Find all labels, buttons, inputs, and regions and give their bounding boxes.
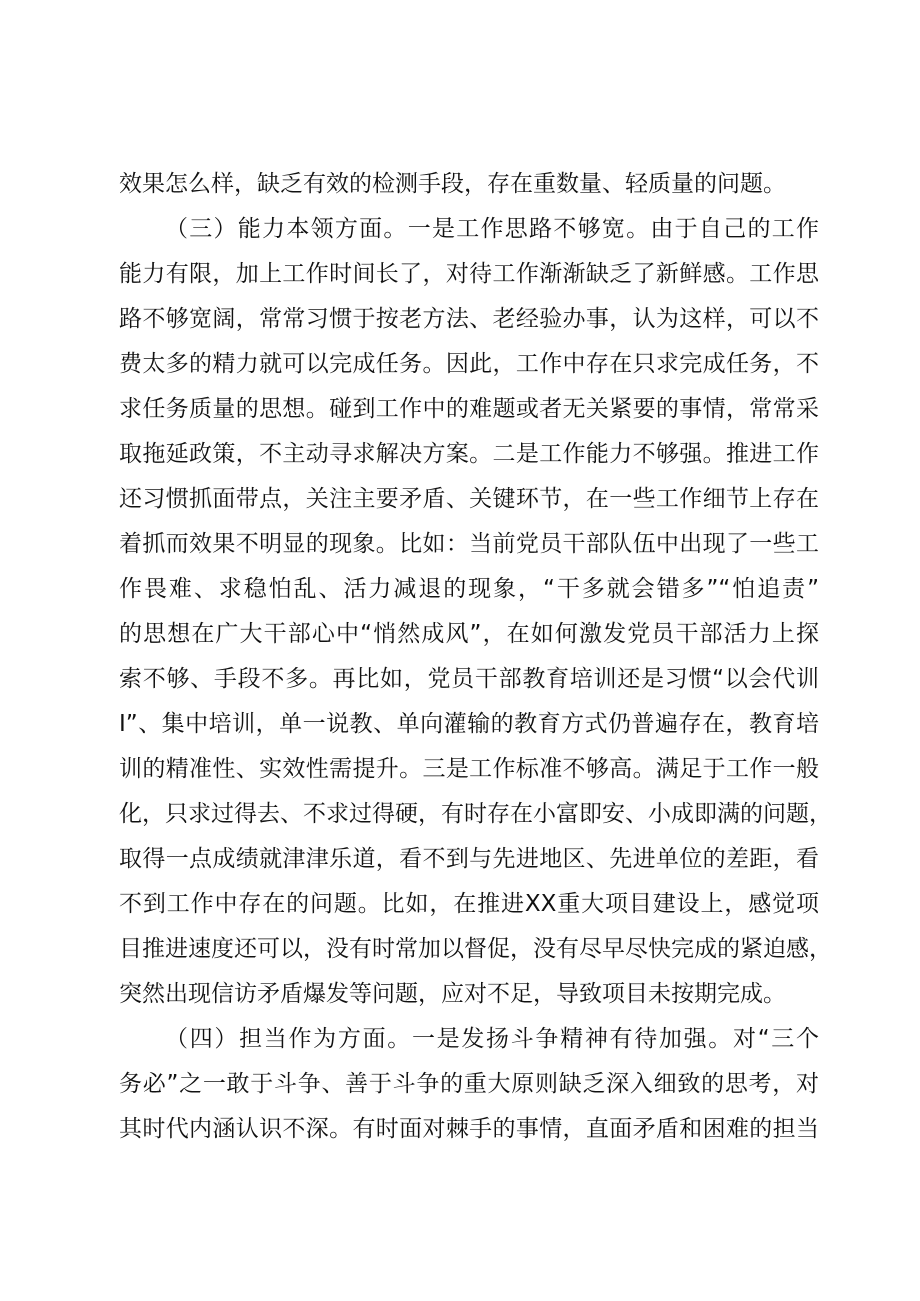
text-line: 务必”之一敢于斗争、善于斗争的重大原则缺乏深入细致的思考，对 xyxy=(119,1071,819,1097)
text-line: 突然出现信访矛盾爆发等问题，应对不足，导致项目未按期完成。 xyxy=(119,981,786,1007)
paragraph-heading-line: （四）担当作为方面。一是发扬斗争精神有待加强。对“三个 xyxy=(165,1026,819,1052)
text-line: 化，只求过得去、不求过得硬，有时存在小富即安、小成即满的问题， xyxy=(119,801,832,827)
text-line: 着抓而效果不明显的现象。比如：当前党员干部队伍中出现了一些工 xyxy=(119,531,819,557)
text-line: 作畏难、求稳怕乱、活力减退的现象，“干多就会错多”“怕追责” xyxy=(119,576,819,602)
paragraph-heading-line: （三）能力本领方面。一是工作思路不够宽。由于自己的工作 xyxy=(165,216,819,242)
text-line: 费太多的精力就可以完成任务。因此，工作中存在只求完成任务，不 xyxy=(119,351,819,377)
text-line: 求任务质量的思想。碰到工作中的难题或者无关紧要的事情，常常采 xyxy=(119,396,819,422)
text-line: 效果怎么样，缺乏有效的检测手段，存在重数量、轻质量的问题。 xyxy=(119,171,786,197)
text-line: 路不够宽阔，常常习惯于按老方法、老经验办事，认为这样，可以不 xyxy=(119,306,819,332)
text-line: 还习惯抓面带点，关注主要矛盾、关键环节，在一些工作细节上存在 xyxy=(119,486,819,512)
text-line: 训的精准性、实效性需提升。三是工作标准不够高。满足于工作一般 xyxy=(119,756,819,782)
text-line: 的思想在广大干部心中“悄然成风”，在如何激发党员干部活力上探 xyxy=(119,621,819,647)
text-line: 索不够、手段不多。再比如，党员干部教育培训还是习惯“以会代训 xyxy=(119,666,819,692)
text-line: I”、集中培训，单一说教、单向灌输的教育方式仍普遍存在，教育培 xyxy=(119,711,819,737)
text-line: 其时代内涵认识不深。有时面对棘手的事情，直面矛盾和困难的担当 xyxy=(119,1116,819,1142)
text-line: 取拖延政策，不主动寻求解决方案。二是工作能力不够强。推进工作 xyxy=(119,441,819,467)
text-line: 取得一点成绩就津津乐道，看不到与先进地区、先进单位的差距，看 xyxy=(119,846,819,872)
text-line: 能力有限，加上工作时间长了，对待工作渐渐缺乏了新鲜感。工作思 xyxy=(119,261,819,287)
text-line: 不到工作中存在的问题。比如，在推进XX重大项目建设上，感觉项 xyxy=(119,891,819,917)
text-line: 目推进速度还可以，没有时常加以督促，没有尽早尽快完成的紧迫感， xyxy=(119,936,832,962)
